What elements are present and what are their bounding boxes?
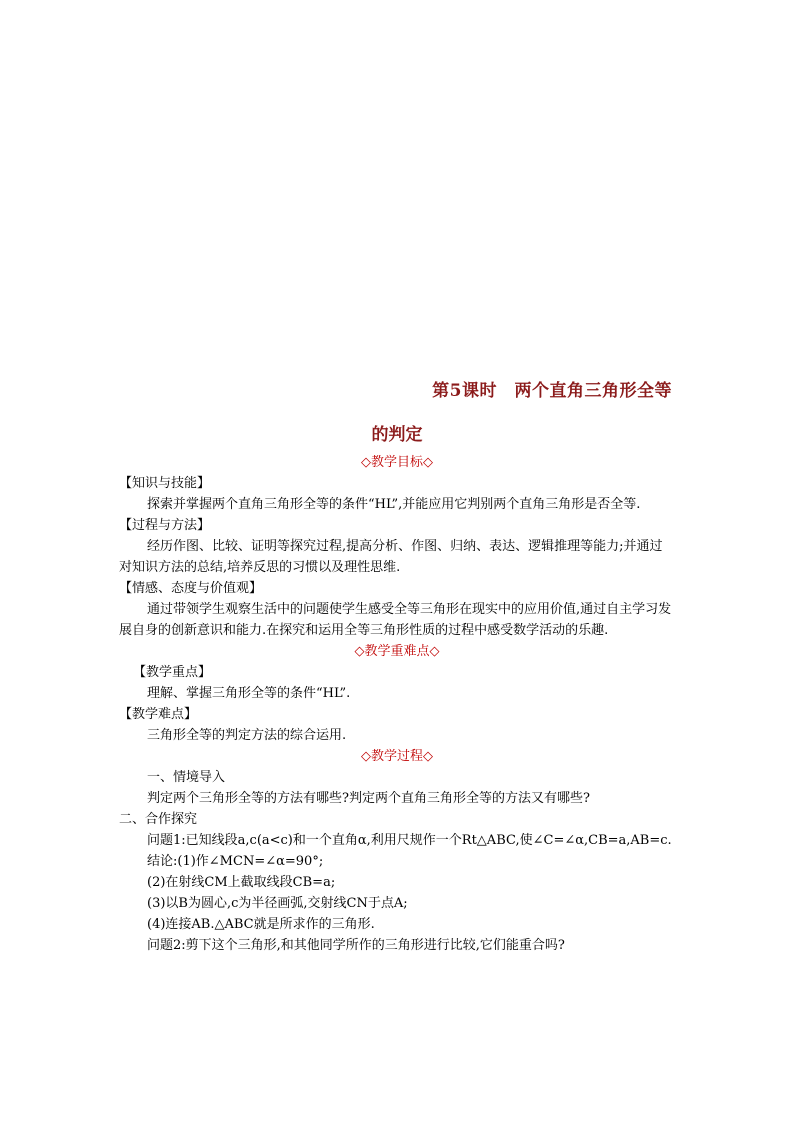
question-1: 问题1:已知线段a,c(a<c)和一个直角α,利用尺规作一个Rt△ABC,使∠C=∠α,CB=a,AB=c. bbox=[147, 833, 672, 848]
process-text: 经历作图、比较、证明等探究过程,提高分析、作图、归纳、表达、逻辑推理等能力;并通过对知识方法的总结,培养反思的习惯以及理性思维. bbox=[119, 539, 663, 575]
emotion-text: 通过带领学生观察生活中的问题使学生感受全等三角形在现实中的应用价值,通过自主学习发展自身的创新意识和能力.在探究和运用全等三角形性质的过程中感受数学活动的乐趣. bbox=[119, 602, 672, 638]
explore-heading: 二、合作探究 bbox=[119, 812, 198, 827]
knowledge-text: 探索并掌握两个直角三角形全等的条件“HL”,并能应用它判别两个直角三角形是否全等. bbox=[147, 497, 641, 512]
goals-heading: ◇教学目标◇ bbox=[361, 455, 433, 470]
focus-heading: 【教学重点】 bbox=[133, 665, 212, 680]
conclusion-step-1: 结论:(1)作∠MCN=∠α=90°; bbox=[147, 854, 324, 869]
intro-text: 判定两个三角形全等的方法有哪些?判定两个直角三角形全等的方法又有哪些? bbox=[147, 791, 590, 806]
lesson-title: 第5课时 两个直角三角形全等 bbox=[432, 381, 672, 401]
key-points-heading: ◇教学重难点◇ bbox=[354, 644, 440, 659]
emotion-heading: 【情感、态度与价值观】 bbox=[119, 581, 263, 596]
teaching-process-heading: ◇教学过程◇ bbox=[361, 749, 433, 764]
intro-heading: 一、情境导入 bbox=[147, 770, 226, 785]
difficulty-heading: 【教学难点】 bbox=[119, 707, 198, 722]
lesson-title-continued: 的判定 bbox=[371, 425, 423, 445]
question-2: 问题2:剪下这个三角形,和其他同学所作的三角形进行比较,它们能重合吗? bbox=[147, 938, 565, 953]
knowledge-heading: 【知识与技能】 bbox=[119, 476, 211, 491]
process-heading: 【过程与方法】 bbox=[119, 518, 211, 533]
conclusion-step-4: (4)连接AB.△ABC就是所求作的三角形. bbox=[147, 917, 375, 932]
conclusion-step-2: (2)在射线CM上截取线段CB=a; bbox=[147, 875, 336, 890]
focus-text: 理解、掌握三角形全等的条件“HL”. bbox=[147, 686, 351, 701]
lesson-content bbox=[119, 452, 675, 956]
conclusion-step-3: (3)以B为圆心,c为半径画弧,交射线CN于点A; bbox=[147, 896, 408, 911]
difficulty-text: 三角形全等的判定方法的综合运用. bbox=[147, 728, 347, 743]
